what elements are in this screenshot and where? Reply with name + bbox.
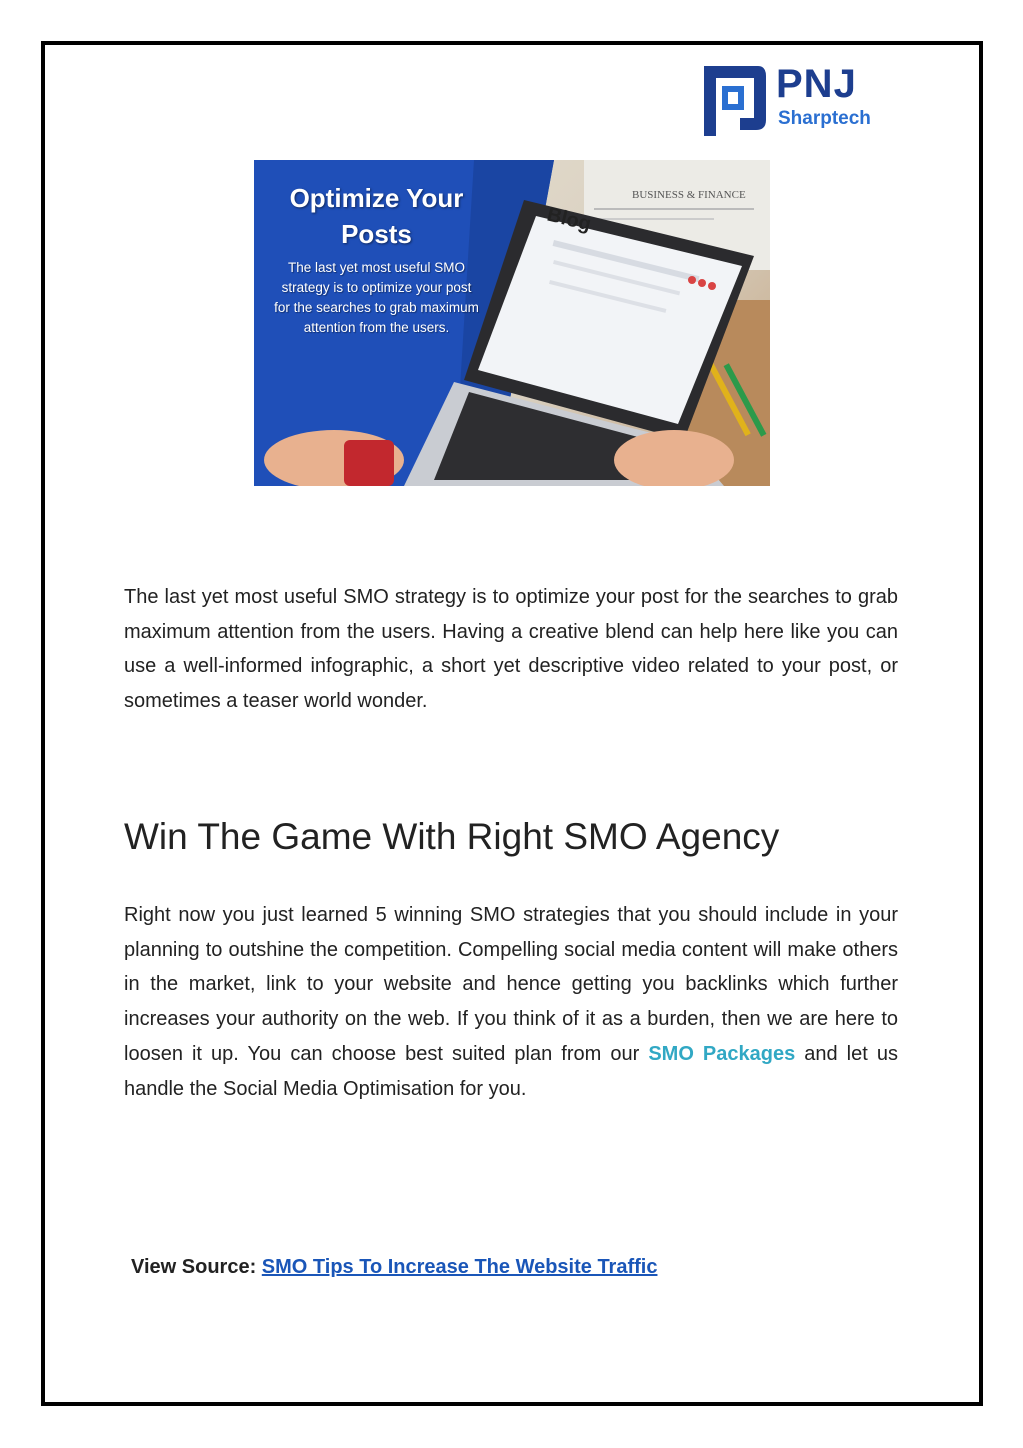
smo-packages-link[interactable]: SMO Packages <box>648 1042 796 1065</box>
blog-label: Blog <box>544 203 594 236</box>
hero-text-block <box>254 180 499 338</box>
logo-tagline: Sharptech <box>778 108 871 129</box>
logo-mark-icon <box>700 60 770 140</box>
hero-title-line1: Optimize Your <box>289 183 464 213</box>
body-paragraph <box>124 898 898 1106</box>
logo-name: PNJ <box>776 62 857 106</box>
view-source-label: View Source: <box>131 1256 262 1278</box>
source-link[interactable]: SMO Tips To Increase The Website Traffic <box>261 1256 658 1278</box>
intro-paragraph: The last yet most useful SMO strategy is to optimize your post for the searches to grab maximum attention from the users. Having a creative blend can help here like you can use a well-informed infographic, a short yet descriptive video related to your post, or sometimes a teaser world wonder. <box>124 586 898 713</box>
hero-body-text: The last yet most useful SMO strategy is to optimize your post for the searches to grab maximum attention from the users. <box>274 260 479 335</box>
hero-title-line2: Posts <box>341 219 412 249</box>
section-heading: Win The Game With Right SMO Agency <box>124 816 780 857</box>
newspaper-heading: BUSINESS & FINANCE <box>632 189 746 201</box>
hero-image <box>254 160 770 486</box>
pnj-sharptech-logo <box>700 60 890 140</box>
body-text-before-link: Right now you just learned 5 winning SMO strategies that you should include in your planning to outshine the competition. Compelling social media content will make others in the market, link to your website and hence getting you backlinks which further increases your authority on the web. If you think of it as a burden, then we are here to loosen it up. You can choose best suited plan from our <box>124 904 898 1065</box>
body-text-after-link: and let us handle the Social Media Optimisation for you. <box>124 1042 898 1100</box>
view-source-line <box>131 1252 657 1282</box>
